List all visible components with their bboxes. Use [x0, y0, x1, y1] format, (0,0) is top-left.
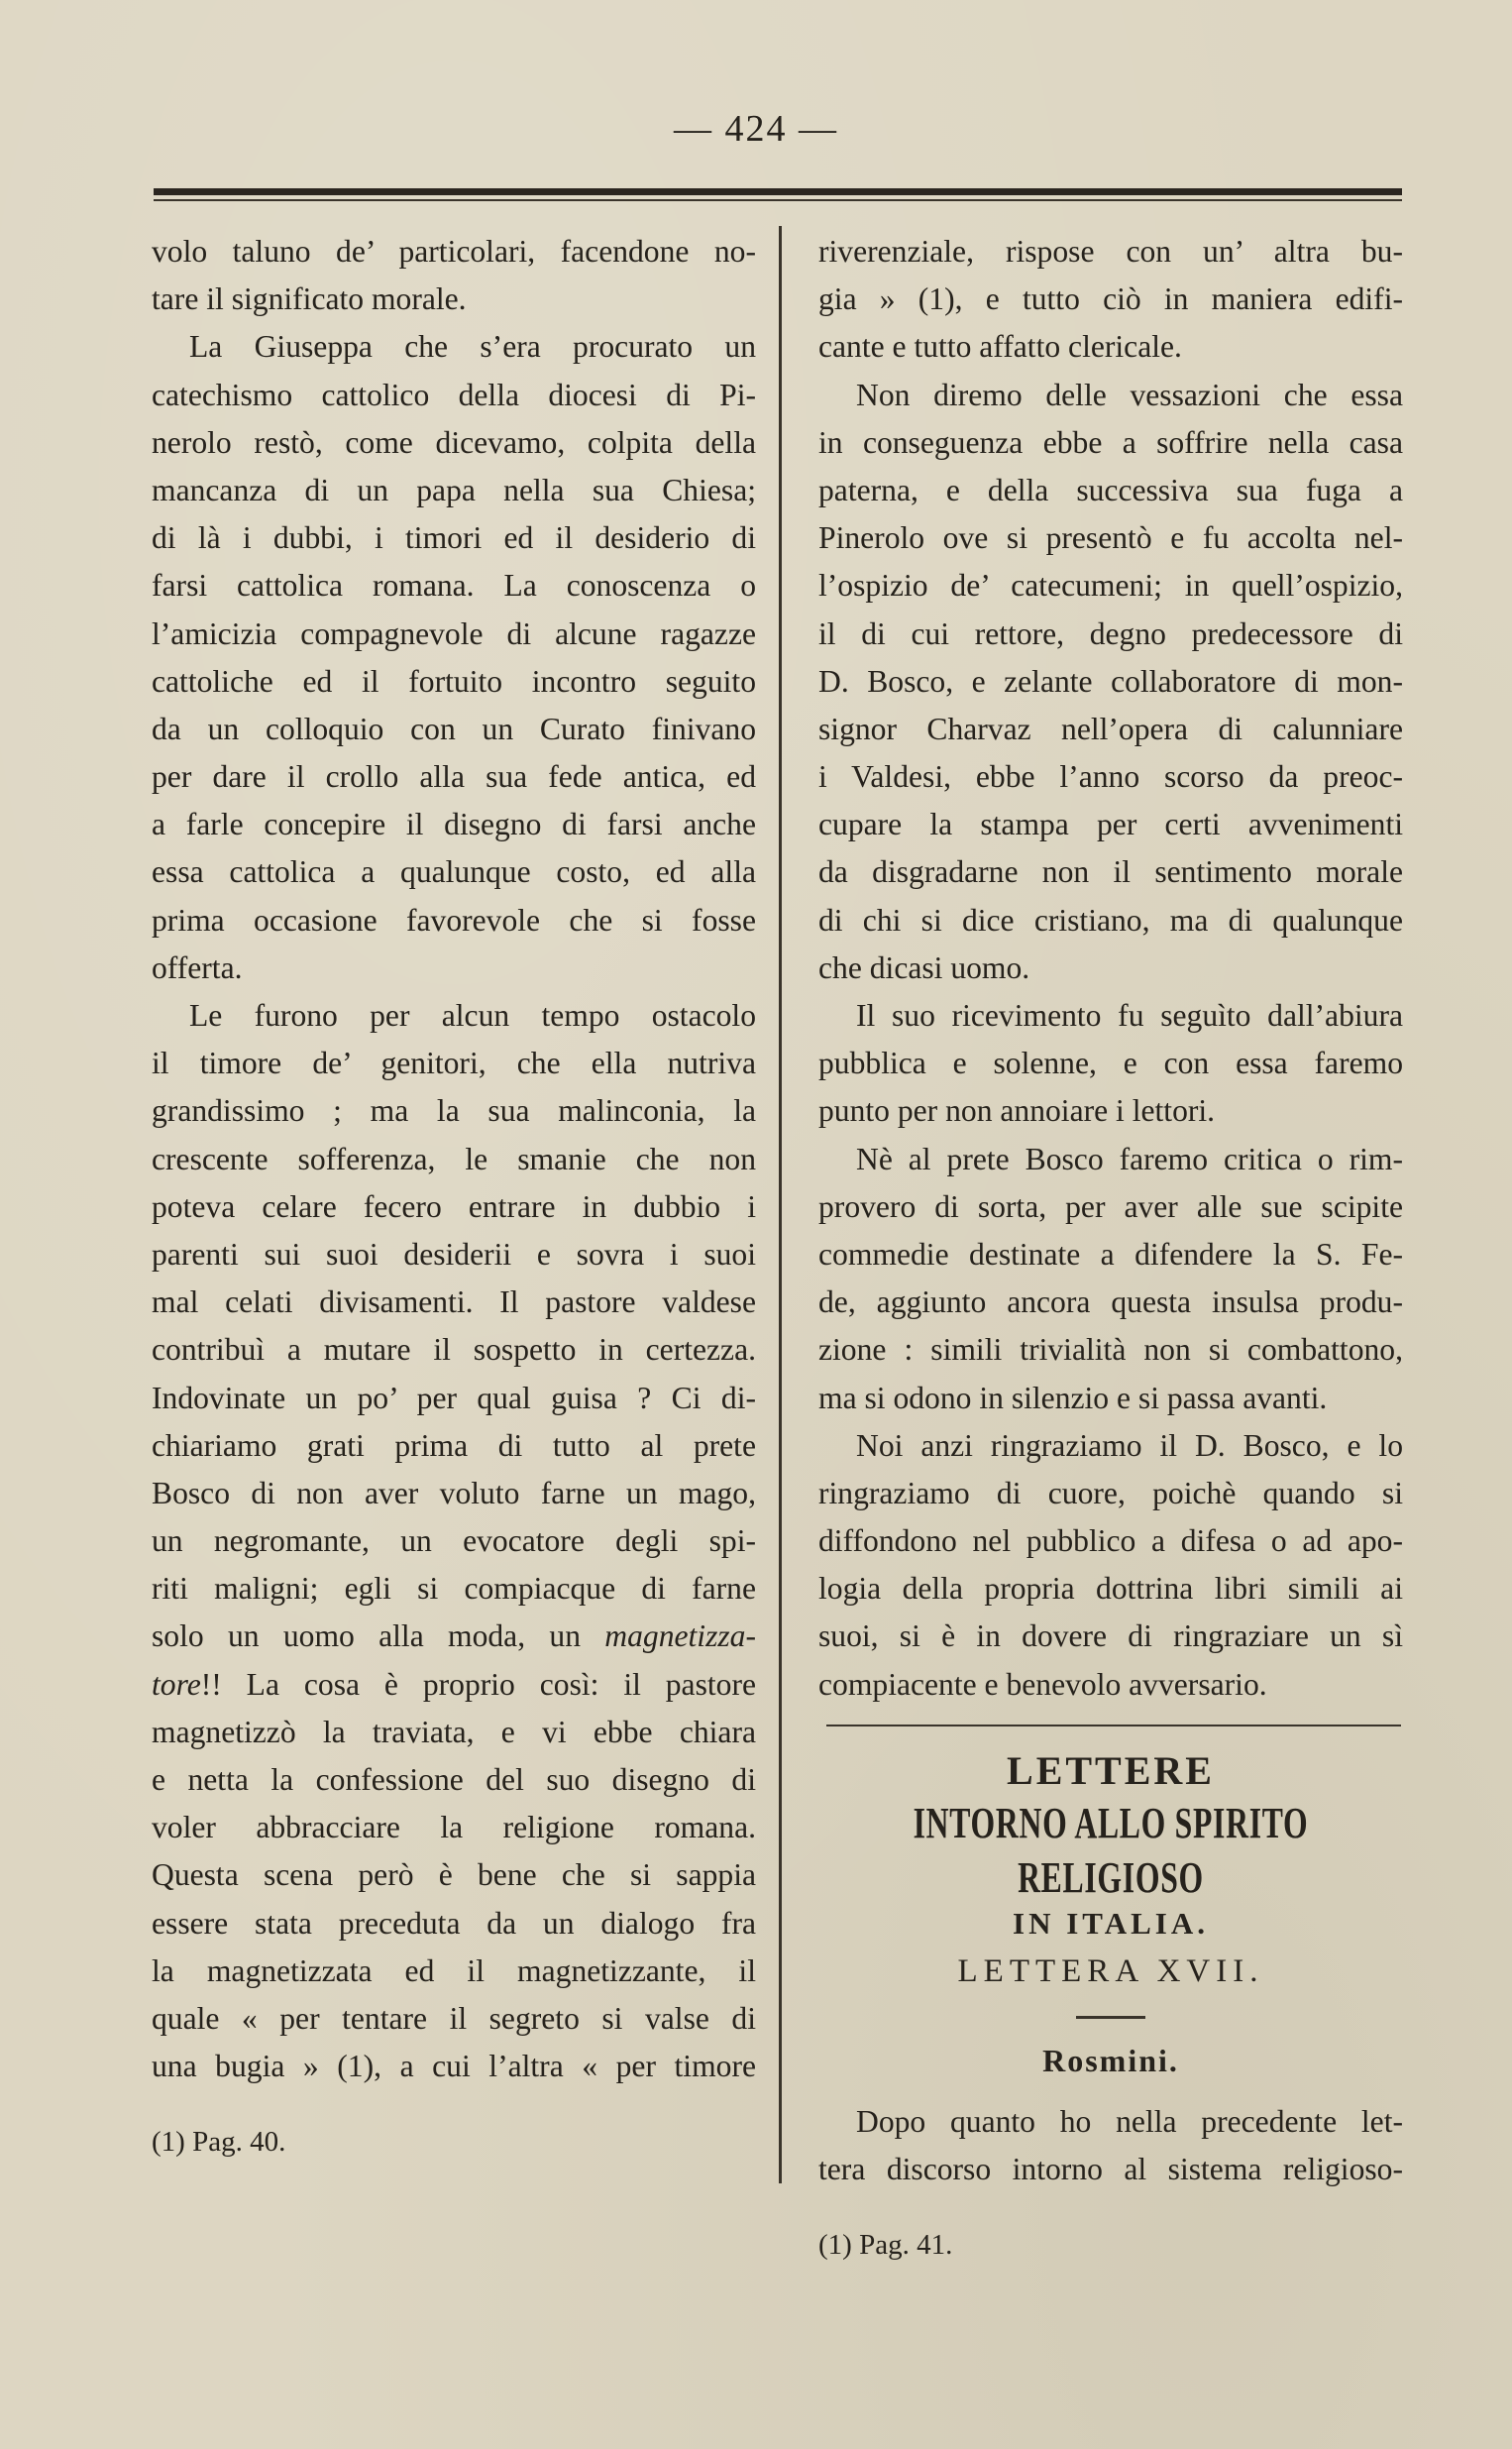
text-line: i Valdesi, ebbe l’anno scorso da preoc- [818, 759, 1403, 795]
text-line: cattoliche ed il fortuito incontro seguito [152, 663, 756, 699]
text-line: mancanza di un papa nella sua Chiesa; [152, 472, 756, 507]
text-line: parenti sui suoi desiderii e sovra i suoi [152, 1236, 756, 1272]
text-line: volo taluno de’ particolari, facendone no- [152, 234, 756, 269]
text-line: Nè al prete Bosco faremo critica o rim- [856, 1141, 1403, 1176]
text-line: da disgradarne non il sentimento morale [818, 854, 1403, 890]
heading-short-rule [1076, 2016, 1145, 2019]
left-footnote: (1) Pag. 40. [152, 2126, 286, 2159]
text-line: zione : simili trivialità non si combattono, [818, 1332, 1403, 1368]
text-line: un negromante, un evocatore degli spi- [152, 1523, 756, 1559]
text-line: offerta. [152, 949, 243, 985]
text-line: l’ospizio de’ catecumeni; in quell’ospizio, [818, 568, 1403, 604]
text-line: prima occasione favorevole che si fosse [152, 902, 756, 938]
text-line: La Giuseppa che s’era procurato un [189, 329, 756, 365]
text-line: per dare il crollo alla sua fede antica, ed [152, 759, 756, 795]
text-line: voler abbracciare la religione romana. [152, 1810, 756, 1845]
text-line: solo un uomo alla moda, un magnetizza- [152, 1618, 756, 1654]
heading-intorno: INTORNO ALLO SPIRITO RELIGIOSO [913, 1798, 1309, 1902]
italic-word: magnetizza- [604, 1618, 756, 1654]
text-line: di là i dubbi, i timori ed il desiderio di [152, 520, 756, 556]
text-line: diffondono nel pubblico a difesa o ad apo- [818, 1523, 1403, 1559]
heading-lettera-number: LETTERA XVII. [957, 1952, 1264, 1989]
page-number: — 424 — [674, 108, 838, 150]
text-line: essa cattolica a qualunque costo, ed alla [152, 854, 756, 890]
text-line: contribuì a mutare il sospetto in certezza. [152, 1332, 756, 1368]
text-line: pubblica e solenne, e con essa faremo [818, 1046, 1403, 1081]
text-line: Questa scena però è bene che si sappia [152, 1857, 756, 1893]
left-column-text [152, 228, 756, 2090]
text-line: ma si odono in silenzio e si passa avanti. [818, 1380, 1328, 1415]
text-line: Non diremo delle vessazioni che essa [856, 377, 1403, 412]
text-line: provero di sorta, per aver alle sue scipite [818, 1188, 1403, 1224]
text-line: tera discorso intorno al sistema religioso- [818, 2152, 1403, 2186]
text-line: che dicasi uomo. [818, 949, 1030, 985]
text-line: punto per non annoiare i lettori. [818, 1093, 1216, 1129]
text-line: la magnetizzata ed il magnetizzante, il [152, 1952, 756, 1988]
text-line: crescente sofferenza, le smanie che non [152, 1141, 756, 1176]
text-line: in conseguenza ebbe a soffrire nella casa [818, 424, 1403, 460]
text-line: Bosco di non aver voluto farne un mago, [152, 1475, 756, 1510]
text-line: il di cui rettore, degno predecessore di [818, 615, 1403, 651]
text-line: mal celati divisamenti. Il pastore valdese [152, 1284, 756, 1320]
text-line: e netta la confessione del suo disegno di [152, 1762, 756, 1797]
text-line: l’amicizia compagnevole di alcune ragazze [152, 615, 756, 651]
text-line: farsi cattolica romana. La conoscenza o [152, 568, 756, 604]
text-line: riti maligni; egli si compiacque di farne [152, 1571, 756, 1607]
text-line: da un colloquio con un Curato finivano [152, 711, 756, 746]
text-line: magnetizzò la traviata, e vi ebbe chiara [152, 1714, 756, 1749]
letter-opening-text [818, 2098, 1403, 2193]
right-column [818, 228, 1403, 2269]
right-footnote: (1) Pag. 41. [818, 2229, 953, 2262]
italic-word: tore [152, 1666, 201, 1702]
text-line: una bugia » (1), a cui l’altra « per timore [152, 2049, 756, 2084]
text-line: logia della propria dottrina libri simili ai [818, 1571, 1403, 1607]
heading-lettere: LETTERE [1007, 1747, 1215, 1793]
text-line: Dopo quanto ho nella precedente let- [856, 2103, 1403, 2139]
letter-heading [818, 1746, 1403, 2080]
text-line: Il suo ricevimento fu seguìto dall’abiura [856, 998, 1403, 1033]
text-line: commedie destinate a difendere la S. Fe- [818, 1236, 1403, 1272]
text-line: quale « per tentare il segreto si valse di [152, 2000, 756, 2036]
column-divider [779, 226, 782, 2183]
text-line: compiacente e benevolo avversario. [818, 1666, 1267, 1702]
text-line: nerolo restò, come dicevamo, colpita della [152, 424, 756, 460]
text-line: Pinerolo ove si presentò e fu accolta nel- [818, 520, 1403, 556]
heading-italia: IN ITALIA. [1013, 1905, 1209, 1941]
text-line: riverenziale, rispose con un’ altra bu- [818, 234, 1403, 269]
text-line: tare il significato morale. [152, 281, 467, 317]
text-line: essere stata preceduta da un dialogo fra [152, 1905, 756, 1941]
text-line: catechismo cattolico della diocesi di Pi- [152, 377, 756, 412]
text-line: D. Bosco, e zelante collaboratore di mon- [818, 663, 1403, 699]
text-line: ringraziamo di cuore, poichè quando si [818, 1475, 1403, 1510]
text-line: chiariamo grati prima di tutto al prete [152, 1427, 756, 1463]
text-line: paterna, e della successiva sua fuga a [818, 472, 1403, 507]
text-line: Noi anzi ringraziamo il D. Bosco, e lo [856, 1427, 1403, 1463]
text-line: Le furono per alcun tempo ostacolo [189, 998, 756, 1033]
right-column-text [818, 228, 1403, 1709]
text-line: tore!! La cosa è proprio così: il pastore [152, 1666, 756, 1702]
text-line: Indovinate un po’ per qual guisa ? Ci di- [152, 1380, 756, 1415]
text-line: suoi, si è in dovere di ringraziare un sì [818, 1618, 1403, 1654]
text-line: cupare la stampa per certi avvenimenti [818, 807, 1403, 842]
text-line: il timore de’ genitori, che ella nutriva [152, 1046, 756, 1081]
text-line: cante e tutto affatto clericale. [818, 329, 1182, 365]
heading-rosmini: Rosmini. [1042, 2042, 1179, 2078]
left-column [152, 228, 756, 2167]
text-line: grandissimo ; ma la sua malinconia, la [152, 1093, 756, 1129]
text-line: gia » (1), e tutto ciò in maniera edifi- [818, 281, 1403, 317]
header-rule [154, 188, 1402, 195]
text-line: a farle concepire il disegno di farsi anche [152, 807, 756, 842]
text-line: poteva celare fecero entrare in dubbio i [152, 1188, 756, 1224]
text-line: signor Charvaz nell’opera di calunniare [818, 711, 1403, 746]
section-rule [826, 1725, 1401, 1726]
text-line: de, aggiunto ancora questa insulsa produ- [818, 1284, 1403, 1320]
text-line: di chi si dice cristiano, ma di qualunque [818, 902, 1403, 938]
